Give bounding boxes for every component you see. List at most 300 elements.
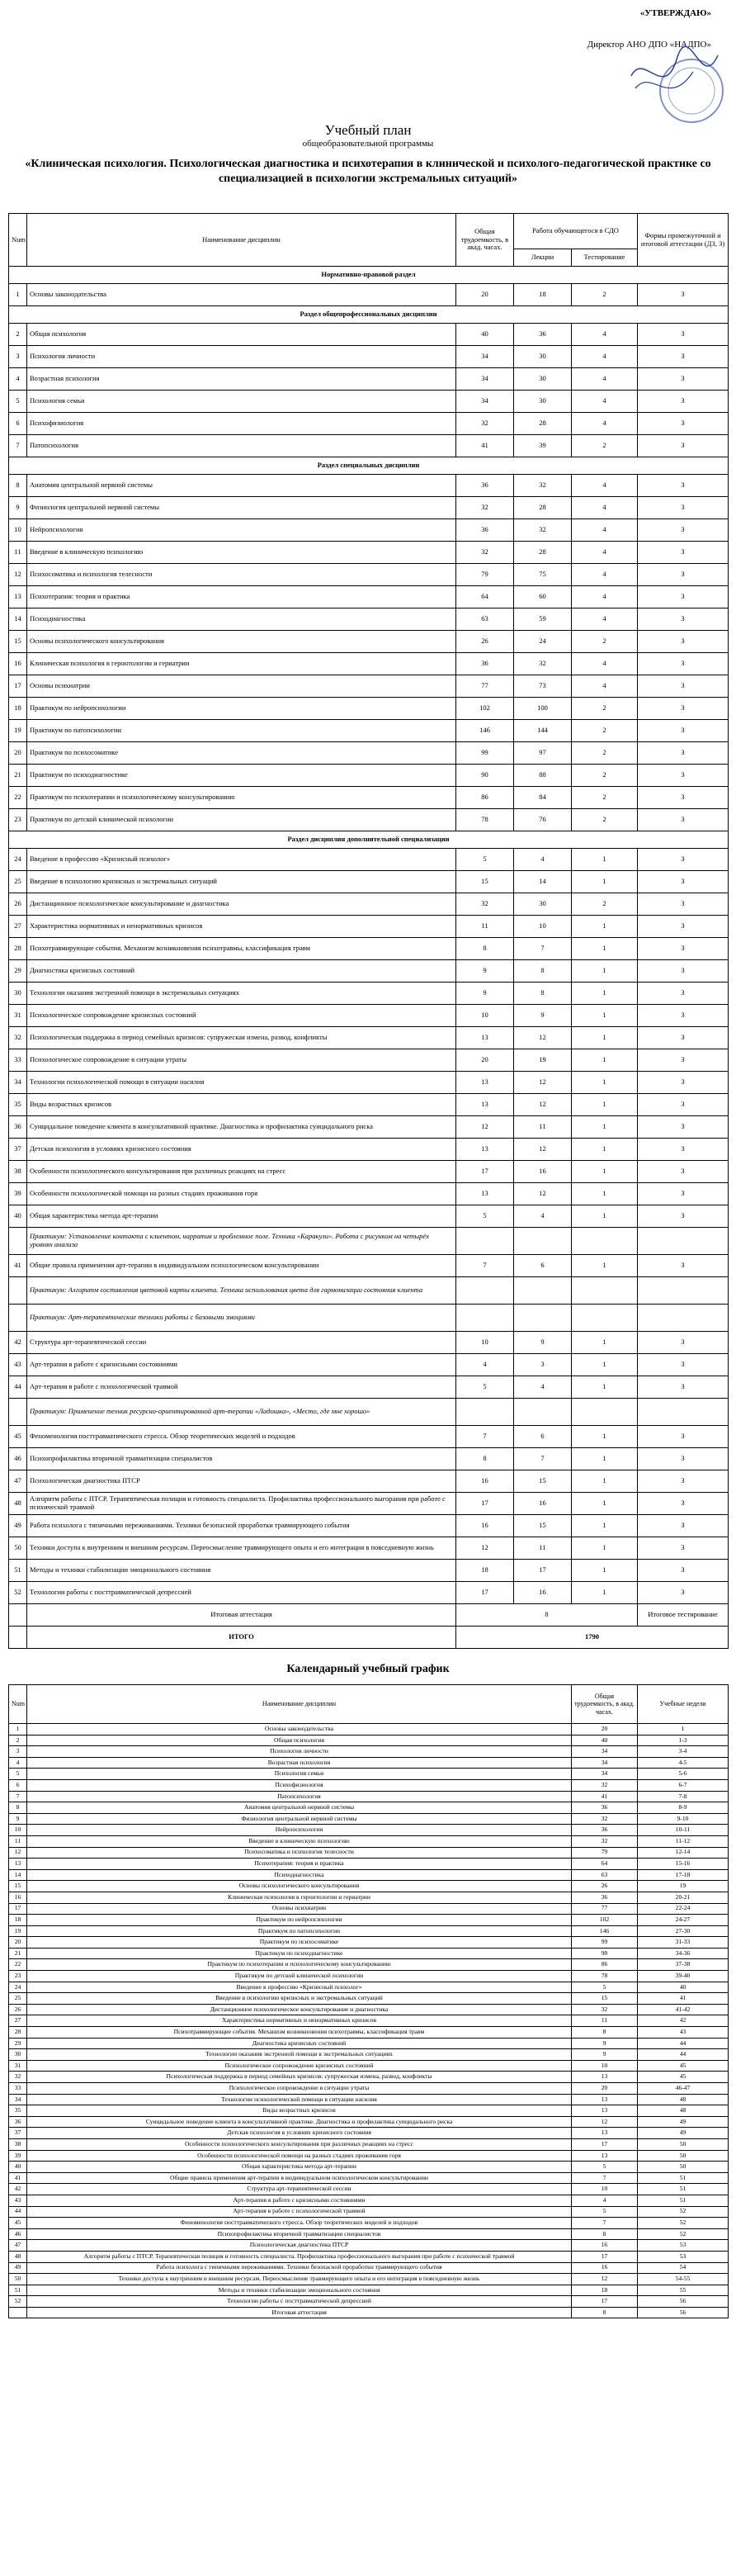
testing-hours: 4 xyxy=(572,497,638,519)
attestation-form: З xyxy=(638,435,729,457)
table-row xyxy=(9,391,729,413)
row-num: 32 xyxy=(9,1027,27,1049)
total-hours: 13 xyxy=(572,2128,638,2139)
calendar-row xyxy=(9,2184,729,2195)
discipline-name: Основы психиатрии xyxy=(27,675,456,698)
total-hours: 36 xyxy=(456,653,514,675)
table-row xyxy=(9,938,729,960)
testing-hours: 1 xyxy=(572,849,638,871)
study-weeks: 9-10 xyxy=(638,1813,729,1825)
total-hours: 17 xyxy=(572,2296,638,2308)
row-num: 37 xyxy=(9,1139,27,1161)
discipline-name: Особенности психологической помощи на разных стадиях проживания горя xyxy=(27,2150,572,2162)
total-hours: 13 xyxy=(456,1183,514,1205)
total-hours: 13 xyxy=(572,2094,638,2105)
calendar-row xyxy=(9,2094,729,2105)
lecture-hours: 76 xyxy=(514,809,572,831)
attestation-form: З xyxy=(638,1255,729,1277)
total-hours: 13 xyxy=(456,1072,514,1094)
total-hours: 8 xyxy=(572,2307,638,2318)
row-num: 23 xyxy=(9,809,27,831)
attestation-form: З xyxy=(638,765,729,787)
study-weeks: 41-42 xyxy=(638,2004,729,2015)
testing-hours: 4 xyxy=(572,413,638,435)
discipline-name: Психопрофилактика вторичной травматизации специалистов xyxy=(27,2228,572,2240)
lecture-hours: 60 xyxy=(514,586,572,608)
calendar-row xyxy=(9,1835,729,1847)
study-weeks: 45 xyxy=(638,2060,729,2072)
study-weeks: 51 xyxy=(638,2172,729,2184)
discipline-name: Психофизиология xyxy=(27,1779,572,1791)
row-num: 44 xyxy=(9,1376,27,1399)
attestation-form: З xyxy=(638,742,729,765)
total-hours: 20 xyxy=(456,284,514,306)
row-num: 1 xyxy=(9,1724,27,1735)
row-num: 30 xyxy=(9,983,27,1005)
discipline-name: Психологическое сопровождение в ситуации утраты xyxy=(27,2083,572,2095)
total-hours: 10 xyxy=(456,1005,514,1027)
table-row xyxy=(9,1560,729,1582)
total-hours: 5 xyxy=(456,849,514,871)
empty-cell xyxy=(638,1305,729,1332)
total-hours: 13 xyxy=(572,2105,638,2117)
discipline-name: Психология личности xyxy=(27,1746,572,1758)
total-hours: 12 xyxy=(572,2116,638,2128)
section-row xyxy=(9,306,729,324)
total-hours: 16 xyxy=(456,1470,514,1493)
lecture-hours: 4 xyxy=(514,1205,572,1228)
row-num: 49 xyxy=(9,1515,27,1537)
empty-cell xyxy=(456,1277,514,1305)
attestation-form: З xyxy=(638,1426,729,1448)
attestation-form: З xyxy=(638,849,729,871)
discipline-name: Анатомия центральной нервной системы xyxy=(27,1802,572,1814)
attestation-form: З xyxy=(638,871,729,893)
approval-stamp-text: «УТВЕРЖДАЮ» xyxy=(639,8,711,18)
calendar-row xyxy=(9,2195,729,2206)
attestation-form: З xyxy=(638,284,729,306)
total-hours: 9 xyxy=(456,960,514,983)
table-row xyxy=(9,1228,729,1255)
study-weeks: 8-9 xyxy=(638,1802,729,1814)
row-num: 11 xyxy=(9,542,27,564)
calendar-row xyxy=(9,1925,729,1937)
study-weeks: 49 xyxy=(638,2116,729,2128)
testing-hours: 2 xyxy=(572,809,638,831)
final-attestation-hours: 8 xyxy=(456,1604,638,1627)
cal-col-weeks-header: Учебные недели xyxy=(638,1685,729,1724)
discipline-name: Практикум по психосоматике xyxy=(27,742,456,765)
table-row xyxy=(9,765,729,787)
empty-cell xyxy=(638,1277,729,1305)
total-hours: 77 xyxy=(572,1903,638,1915)
row-num: 14 xyxy=(9,1869,27,1881)
calendar-row xyxy=(9,1735,729,1746)
row-num: 18 xyxy=(9,1915,27,1926)
calendar-row xyxy=(9,2206,729,2218)
empty-cell xyxy=(9,1228,27,1255)
row-num: 4 xyxy=(9,368,27,391)
col-num-header: Num xyxy=(9,214,27,267)
attestation-form: З xyxy=(638,893,729,916)
empty-cell xyxy=(9,1399,27,1426)
total-hours: 102 xyxy=(572,1915,638,1926)
testing-hours: 1 xyxy=(572,983,638,1005)
lecture-hours: 19 xyxy=(514,1049,572,1072)
empty-cell xyxy=(9,1277,27,1305)
calendar-row xyxy=(9,1757,729,1769)
calendar-row xyxy=(9,1959,729,1971)
practicum-note: Практикум: Установление контакта с клиентом, нарратив и проблемное поле. Техника «Каракули». Работа с рисунком на четырёх уровнях анализа xyxy=(27,1228,456,1255)
lecture-hours: 12 xyxy=(514,1027,572,1049)
director-line: Директор АНО ДПО «НАДПО» xyxy=(587,40,711,50)
row-num: 9 xyxy=(9,497,27,519)
col-lectures-header: Лекции xyxy=(514,249,572,267)
lecture-hours: 10 xyxy=(514,916,572,938)
row-num: 48 xyxy=(9,2251,27,2262)
calendar-row xyxy=(9,2015,729,2027)
lecture-hours: 16 xyxy=(514,1161,572,1183)
discipline-name: Практикум по нейропсихологии xyxy=(27,1915,572,1926)
study-weeks: 10-11 xyxy=(638,1825,729,1836)
row-num: 39 xyxy=(9,1183,27,1205)
testing-hours: 1 xyxy=(572,1255,638,1277)
testing-hours: 1 xyxy=(572,938,638,960)
total-hours: 64 xyxy=(456,586,514,608)
total-hours: 16 xyxy=(456,1515,514,1537)
row-num: 42 xyxy=(9,1332,27,1354)
discipline-name: Психологическая диагностика ПТСР xyxy=(27,2240,572,2252)
attestation-form: З xyxy=(638,1537,729,1560)
col-hours-header: Общая трудоемкость, в акад. часах. xyxy=(456,214,514,267)
table-row xyxy=(9,1305,729,1332)
row-num: 11 xyxy=(9,1835,27,1847)
discipline-name: Виды возрастных кризисов xyxy=(27,2105,572,2117)
total-hours: 34 xyxy=(456,346,514,368)
attestation-form: З xyxy=(638,519,729,542)
total-hours: 18 xyxy=(572,2285,638,2296)
discipline-name: Феноменология посттравматического стресса. Обзор теоретических моделей и подходов xyxy=(27,2218,572,2229)
row-num: 41 xyxy=(9,2172,27,2184)
discipline-name: Психотравмирующие события. Механизм возникновения психотравмы, классификация травм xyxy=(27,2027,572,2039)
calendar-row xyxy=(9,1915,729,1926)
col-forms-header: Формы промежуточной и итоговой аттестации (ДЗ, З) xyxy=(638,214,729,267)
row-num: 26 xyxy=(9,893,27,916)
discipline-name: Диагностика кризисных состояний xyxy=(27,960,456,983)
table-row xyxy=(9,1515,729,1537)
row-num: 28 xyxy=(9,2027,27,2039)
calendar-row xyxy=(9,1971,729,1982)
row-num: 45 xyxy=(9,2218,27,2229)
attestation-form: З xyxy=(638,542,729,564)
total-hours: 9 xyxy=(572,2049,638,2061)
lecture-hours: 16 xyxy=(514,1582,572,1604)
study-weeks: 24-27 xyxy=(638,1915,729,1926)
table-row xyxy=(9,1005,729,1027)
calendar-row xyxy=(9,1746,729,1758)
total-hours: 32 xyxy=(456,413,514,435)
study-weeks: 7-8 xyxy=(638,1791,729,1802)
lecture-hours: 24 xyxy=(514,631,572,653)
testing-hours: 4 xyxy=(572,542,638,564)
row-num: 44 xyxy=(9,2206,27,2218)
attestation-form: З xyxy=(638,1139,729,1161)
total-hours: 7 xyxy=(572,2218,638,2229)
discipline-name: Возрастная психология xyxy=(27,368,456,391)
discipline-name: Особенности психологического консультирования при различных реакциях на стресс xyxy=(27,1161,456,1183)
total-hours: 5 xyxy=(572,2206,638,2218)
study-weeks: 52 xyxy=(638,2228,729,2240)
row-num: 8 xyxy=(9,1802,27,1814)
attestation-form: З xyxy=(638,1116,729,1139)
discipline-name: Основы психиатрии xyxy=(27,1903,572,1915)
total-hours: 5 xyxy=(456,1376,514,1399)
attestation-form: З xyxy=(638,720,729,742)
calendar-row xyxy=(9,1791,729,1802)
calendar-row xyxy=(9,2116,729,2128)
row-num: 19 xyxy=(9,1925,27,1937)
lecture-hours: 6 xyxy=(514,1426,572,1448)
attestation-form: З xyxy=(638,983,729,1005)
total-hours: 8 xyxy=(572,2228,638,2240)
study-weeks: 34-36 xyxy=(638,1948,729,1959)
calendar-row xyxy=(9,2172,729,2184)
calendar-row xyxy=(9,2262,729,2274)
attestation-form: З xyxy=(638,1376,729,1399)
testing-hours: 1 xyxy=(572,1537,638,1560)
discipline-name: Психологическое сопровождение кризисных состояний xyxy=(27,2060,572,2072)
discipline-name: Психосоматика и психология телесности xyxy=(27,564,456,586)
empty-cell xyxy=(456,1228,514,1255)
total-hours: 13 xyxy=(456,1094,514,1116)
study-weeks: 50 xyxy=(638,2138,729,2150)
study-weeks: 52 xyxy=(638,2218,729,2229)
testing-hours: 1 xyxy=(572,1094,638,1116)
lecture-hours: 75 xyxy=(514,564,572,586)
calendar-row xyxy=(9,2128,729,2139)
lecture-hours: 32 xyxy=(514,653,572,675)
total-hours: 99 xyxy=(456,742,514,765)
row-num: 10 xyxy=(9,1825,27,1836)
study-weeks: 50 xyxy=(638,2162,729,2173)
table-row xyxy=(9,284,729,306)
lecture-hours: 84 xyxy=(514,787,572,809)
plan-subtitle: общеобразовательной программы xyxy=(302,139,434,149)
discipline-name: Суицидальное поведение клиента в консультативной практике. Диагностика и профилактика суицидального риска xyxy=(27,1116,456,1139)
empty-cell xyxy=(572,1277,638,1305)
lecture-hours: 144 xyxy=(514,720,572,742)
cal-col-name-header: Наименование дисциплин xyxy=(27,1685,572,1724)
total-hours: 8 xyxy=(456,938,514,960)
discipline-name: Общая психология xyxy=(27,1735,572,1746)
lecture-hours: 12 xyxy=(514,1072,572,1094)
discipline-name: Психологическая диагностика ПТСР xyxy=(27,1470,456,1493)
table-row xyxy=(9,324,729,346)
total-hours: 32 xyxy=(456,893,514,916)
total-hours: 20 xyxy=(572,1724,638,1735)
total-hours: 12 xyxy=(456,1116,514,1139)
calendar-row xyxy=(9,2004,729,2015)
row-num: 1 xyxy=(9,284,27,306)
attestation-form: З xyxy=(638,675,729,698)
testing-hours: 1 xyxy=(572,1072,638,1094)
study-weeks: 20-21 xyxy=(638,1892,729,1903)
row-num: 46 xyxy=(9,2228,27,2240)
discipline-name: Психопрофилактика вторичной травматизации специалистов xyxy=(27,1448,456,1470)
discipline-name: Анатомия центральной нервной системы xyxy=(27,475,456,497)
table-row xyxy=(9,849,729,871)
attestation-form: З xyxy=(638,698,729,720)
testing-hours: 2 xyxy=(572,893,638,916)
row-num: 4 xyxy=(9,1757,27,1769)
seal-signature-icon xyxy=(627,43,726,134)
discipline-name: Практикум по нейропсихологии xyxy=(27,698,456,720)
table-row xyxy=(9,1354,729,1376)
study-weeks: 52 xyxy=(638,2206,729,2218)
testing-hours: 1 xyxy=(572,1027,638,1049)
attestation-form: З xyxy=(638,1205,729,1228)
testing-hours: 1 xyxy=(572,1161,638,1183)
row-num: 39 xyxy=(9,2150,27,2162)
row-num: 49 xyxy=(9,2262,27,2274)
final-attestation-label: Итоговая аттестация xyxy=(27,1604,456,1627)
discipline-name: Психотравмирующие события. Механизм возникновения психотравмы, классификация травм xyxy=(27,938,456,960)
calendar-row xyxy=(9,1903,729,1915)
row-num: 9 xyxy=(9,1813,27,1825)
study-weeks: 53 xyxy=(638,2251,729,2262)
row-num: 51 xyxy=(9,2285,27,2296)
total-hours: 18 xyxy=(456,1560,514,1582)
discipline-name: Технологии работы с посттравматической депрессией xyxy=(27,2296,572,2308)
attestation-form: З xyxy=(638,608,729,631)
row-num: 23 xyxy=(9,1971,27,1982)
discipline-name: Практикум по патопсихологии xyxy=(27,1925,572,1937)
total-hours: 10 xyxy=(572,2184,638,2195)
testing-hours: 1 xyxy=(572,1448,638,1470)
table-row xyxy=(9,1448,729,1470)
study-weeks: 50 xyxy=(638,2150,729,2162)
row-num: 26 xyxy=(9,2004,27,2015)
testing-hours: 4 xyxy=(572,608,638,631)
testing-hours: 2 xyxy=(572,742,638,765)
lecture-hours: 30 xyxy=(514,391,572,413)
row-num: 20 xyxy=(9,1937,27,1949)
lecture-hours: 30 xyxy=(514,368,572,391)
study-weeks: 5-6 xyxy=(638,1769,729,1780)
discipline-name: Феноменология посттравматического стресса. Обзор теоретических моделей и подходов xyxy=(27,1426,456,1448)
calendar-row xyxy=(9,1779,729,1791)
attestation-form: З xyxy=(638,1332,729,1354)
total-hours: 10 xyxy=(572,2060,638,2072)
study-weeks: 37-38 xyxy=(638,1959,729,1971)
row-num: 41 xyxy=(9,1255,27,1277)
testing-hours: 1 xyxy=(572,1493,638,1515)
testing-hours: 1 xyxy=(572,1354,638,1376)
row-num: 3 xyxy=(9,346,27,368)
empty-cell xyxy=(572,1399,638,1426)
calendar-row xyxy=(9,2240,729,2252)
row-num xyxy=(9,2307,27,2318)
table-row xyxy=(9,346,729,368)
row-num: 22 xyxy=(9,787,27,809)
practicum-note: Практикум: Алгоритм составления цветовой карты клиента. Техника использования цвета для гармонизации состояния клиента xyxy=(27,1277,456,1305)
row-num: 35 xyxy=(9,2105,27,2117)
row-num: 22 xyxy=(9,1959,27,1971)
table-row xyxy=(9,368,729,391)
discipline-name: Практикум по психотерапии и психологическому консультированию xyxy=(27,787,456,809)
empty-cell xyxy=(572,1228,638,1255)
table-row xyxy=(9,1332,729,1354)
attestation-form: З xyxy=(638,564,729,586)
table-row xyxy=(9,475,729,497)
total-hours-value: 1790 xyxy=(456,1627,729,1649)
table-row xyxy=(9,631,729,653)
row-num: 50 xyxy=(9,1537,27,1560)
testing-hours: 4 xyxy=(572,564,638,586)
discipline-name: Основы законодательства xyxy=(27,284,456,306)
discipline-name: Физиология центральной нервной системы xyxy=(27,497,456,519)
discipline-name: Практикум по детской клинической психологии xyxy=(27,809,456,831)
calendar-row xyxy=(9,2251,729,2262)
section-title: Раздел дисциплин дополнительной специализации xyxy=(9,831,729,849)
study-weeks: 51 xyxy=(638,2184,729,2195)
discipline-name: Общая психология xyxy=(27,324,456,346)
total-hours: 36 xyxy=(572,1802,638,1814)
total-hours: 36 xyxy=(572,1825,638,1836)
testing-hours: 1 xyxy=(572,1005,638,1027)
discipline-name: Характеристика нормативных и ненормативных кризисов xyxy=(27,916,456,938)
discipline-name: Основы психологического консультирования xyxy=(27,1881,572,1892)
table-row xyxy=(9,983,729,1005)
program-title: «Клиническая психология. Психологическая диагностика и психотерапия в клинической и психолого-педагогической практике со специализацией в психологии экстремальных ситуаций» xyxy=(25,158,711,186)
row-num: 5 xyxy=(9,391,27,413)
table-row xyxy=(9,564,729,586)
row-num: 33 xyxy=(9,2083,27,2095)
attestation-form: З xyxy=(638,1515,729,1537)
calendar-row xyxy=(9,1769,729,1780)
table-row xyxy=(9,497,729,519)
total-hours: 10 xyxy=(456,1332,514,1354)
table-row xyxy=(9,720,729,742)
empty-cell xyxy=(572,1305,638,1332)
discipline-name: Алгоритм работы с ПТСР. Терапевтическая позиция и готовность специалиста. Профилактика профессионального выгорания при работе с психической травмой xyxy=(27,2251,572,2262)
discipline-name: Физиология центральной нервной системы xyxy=(27,1813,572,1825)
lecture-hours: 7 xyxy=(514,1448,572,1470)
lecture-hours: 11 xyxy=(514,1116,572,1139)
total-hours: 26 xyxy=(456,631,514,653)
discipline-name: Методы и техники стабилизации эмоционального состояния xyxy=(27,1560,456,1582)
total-hours: 11 xyxy=(456,916,514,938)
study-weeks: 39-40 xyxy=(638,1971,729,1982)
attestation-form: З xyxy=(638,631,729,653)
table-row xyxy=(9,1094,729,1116)
testing-hours: 1 xyxy=(572,1470,638,1493)
discipline-name: Структура арт-терапевтической сессии xyxy=(27,1332,456,1354)
discipline-name: Работа психолога с типичными переживаниями. Техники безопасной проработки травмирующего события xyxy=(27,1515,456,1537)
table-row xyxy=(9,1161,729,1183)
cal-col-hours-header: Общая трудоемкость, в акад. часах. xyxy=(572,1685,638,1724)
row-num: 12 xyxy=(9,1847,27,1859)
discipline-name: Технологии оказания экстренной помощи в экстремальных ситуациях xyxy=(27,2049,572,2061)
lecture-hours: 8 xyxy=(514,983,572,1005)
col-testing-header: Тестирование xyxy=(572,249,638,267)
table-row xyxy=(9,871,729,893)
discipline-name: Алгоритм работы с ПТСР. Терапевтическая позиция и готовность специалиста. Профилактика профессионального выгорания при работе с психической травмой xyxy=(27,1493,456,1515)
discipline-name: Психофизиология xyxy=(27,413,456,435)
lecture-hours: 8 xyxy=(514,960,572,983)
row-num: 16 xyxy=(9,1892,27,1903)
total-hours: 13 xyxy=(456,1027,514,1049)
